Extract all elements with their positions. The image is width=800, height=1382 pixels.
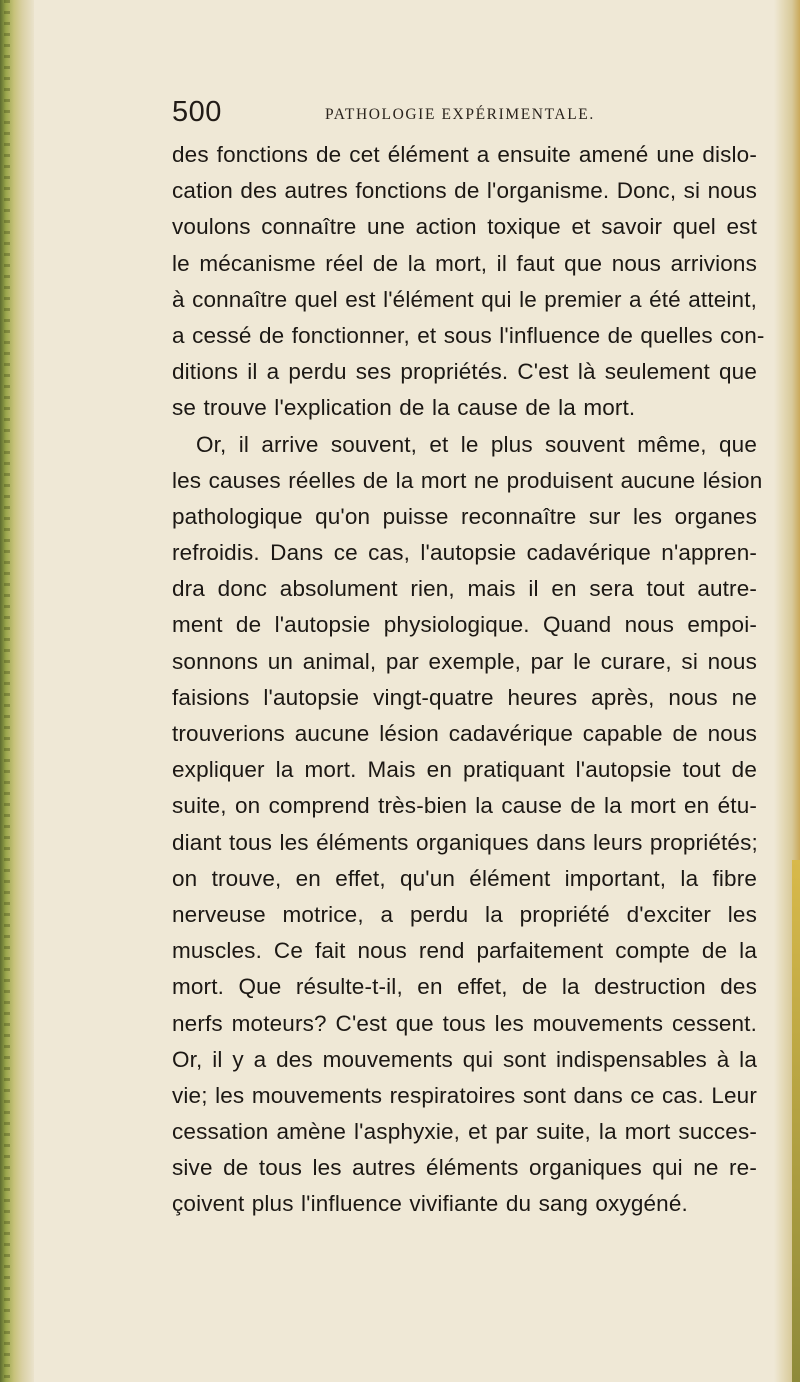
page-header — [172, 96, 772, 136]
text-line: a cessé de fonctionner, et sous l'influence de quelles con- — [172, 322, 765, 348]
text-line: mort. Que résulte-t-il, en effet, de la destruction des — [172, 974, 757, 1000]
text-line: cessation amène l'asphyxie, et par suite, la mort succes- — [172, 1119, 757, 1145]
text-line: dra donc absolument rien, mais il en sera tout autre- — [172, 576, 757, 602]
page-number: 500 — [172, 96, 222, 128]
text-line: le mécanisme réel de la mort, il faut que nous arrivions — [172, 250, 757, 276]
text-line: nerveuse motrice, a perdu la propriété d'exciter les — [172, 901, 757, 927]
text-line: à connaître quel est l'élément qui le premier a été atteint, — [172, 286, 757, 312]
text-line: cation des autres fonctions de l'organisme. Donc, si nous — [172, 178, 757, 204]
text-line: les causes réelles de la mort ne produisent aucune lésion — [172, 467, 763, 493]
text-line: vie; les mouvements respiratoires sont dans ce cas. Leur — [172, 1082, 757, 1108]
text-line: sonnons un animal, par exemple, par le curare, si nous — [172, 648, 757, 674]
running-head: PATHOLOGIE EXPÉRIMENTALE. — [325, 106, 595, 123]
text-line: on trouve, en effet, qu'un élément important, la fibre — [172, 865, 757, 891]
text-line: Or, il arrive souvent, et le plus souvent même, que — [196, 431, 757, 457]
text-line: trouverions aucune lésion cadavérique capable de nous — [172, 721, 757, 746]
text-line: sive de tous les autres éléments organiques qui ne re- — [172, 1155, 757, 1181]
text-line: çoivent plus l'influence vivifiante du sang oxygéné. — [172, 1191, 688, 1217]
text-line: Or, il y a des mouvements qui sont indispensables à la — [172, 1046, 757, 1072]
text-line: muscles. Ce fait nous rend parfaitement compte de la — [172, 938, 757, 964]
text-line: voulons connaître une action toxique et savoir quel est — [172, 214, 757, 240]
body-text — [172, 137, 765, 1223]
text-line: pathologique qu'on puisse reconnaître sur les organes — [172, 503, 757, 529]
text-line: ditions il a perdu ses propriétés. C'est là seulement que — [172, 359, 757, 385]
text-line: expliquer la mort. Mais en pratiquant l'autopsie tout de — [172, 757, 757, 783]
text-line: nerfs moteurs? C'est que tous les mouvements cessent. — [172, 1010, 757, 1036]
text-line: suite, on comprend très-bien la cause de la mort en étu- — [172, 793, 757, 819]
text-line: faisions l'autopsie vingt-quatre heures après, nous ne — [172, 684, 757, 710]
text-line: diant tous les éléments organiques dans leurs propriétés; — [172, 829, 758, 855]
text-line: se trouve l'explication de la cause de la mort. — [172, 395, 636, 421]
text-line: ment de l'autopsie physiologique. Quand nous empoi- — [172, 612, 757, 638]
text-line: des fonctions de cet élément a ensuite amené une dislo- — [172, 142, 757, 167]
text-line: refroidis. Dans ce cas, l'autopsie cadavérique n'appren- — [172, 540, 757, 566]
